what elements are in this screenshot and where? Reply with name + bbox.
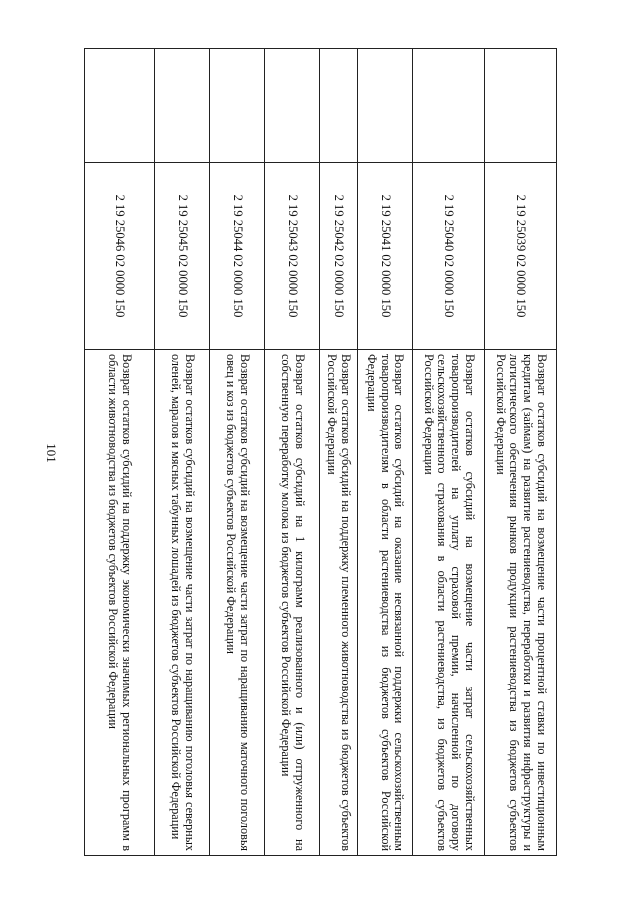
budget-code-table — [84, 48, 557, 856]
description-cell: Возврат остатков субсидий на возмещение части затрат по наращиванию маточного поголовья овец и коз из бюджетов субъектов Российской Федерации — [210, 350, 265, 856]
empty-cell — [265, 49, 320, 163]
table-row — [85, 49, 155, 856]
description-cell: Возврат остатков субсидий на возмещение части затрат по наращиванию поголовья северных оленей, маралов и мясных табунных лошадей из бюджетов субъектов Российской Федерации — [155, 350, 210, 856]
empty-cell — [320, 49, 358, 163]
description-cell: Возврат остатков субсидий на поддержку экономически значимых региональных программ в области животноводства из бюджетов субъектов Российской Федерации — [85, 350, 155, 856]
code-cell: 2 19 25042 02 0000 150 — [320, 163, 358, 350]
table-row — [155, 49, 210, 856]
table-row — [413, 49, 485, 856]
description-cell: Возврат остатков субсидий на 1 килограмм реализованного и (или) отгруженного на собственную переработку молока из бюджетов субъектов Российской Федерации — [265, 350, 320, 856]
page-number: 101 — [44, 443, 59, 463]
empty-cell — [413, 49, 485, 163]
table-row — [265, 49, 320, 856]
code-cell: 2 19 25040 02 0000 150 — [413, 163, 485, 350]
code-cell: 2 19 25041 02 0000 150 — [358, 163, 413, 350]
table-row — [485, 49, 557, 856]
description-cell: Возврат остатков субсидий на возмещение части затрат сельскохозяйственных товаропроизводителей на уплату страховой премии, начисленной по договору сельскохозяйственного страхования в области растениеводства, из бюджетов субъектов Российской Федерации — [413, 350, 485, 856]
document-table-container — [85, 48, 557, 856]
description-cell: Возврат остатков субсидий на оказание несвязанной поддержки сельскохозяйственным товаропроизводителям в области растениеводства из бюджетов субъектов Российской Федерации — [358, 350, 413, 856]
code-cell: 2 19 25045 02 0000 150 — [155, 163, 210, 350]
empty-cell — [358, 49, 413, 163]
description-cell: Возврат остатков субсидий на возмещение части процентной ставки по инвестиционным кредитам (займам) на развитие растениеводства, переработки и развития инфраструктуры и логистического обеспечения рынков продукции растениеводства из бюджетов субъектов Российской Федерации — [485, 350, 557, 856]
empty-cell — [485, 49, 557, 163]
empty-cell — [155, 49, 210, 163]
code-cell: 2 19 25044 02 0000 150 — [210, 163, 265, 350]
table-row — [210, 49, 265, 856]
code-cell: 2 19 25039 02 0000 150 — [485, 163, 557, 350]
table-row — [358, 49, 413, 856]
empty-cell — [210, 49, 265, 163]
description-cell: Возврат остатков субсидий на поддержку племенного животноводства из бюджетов субъектов Российской Федерации — [320, 350, 358, 856]
empty-cell — [85, 49, 155, 163]
table-row — [320, 49, 358, 856]
code-cell: 2 19 25046 02 0000 150 — [85, 163, 155, 350]
code-cell: 2 19 25043 02 0000 150 — [265, 163, 320, 350]
